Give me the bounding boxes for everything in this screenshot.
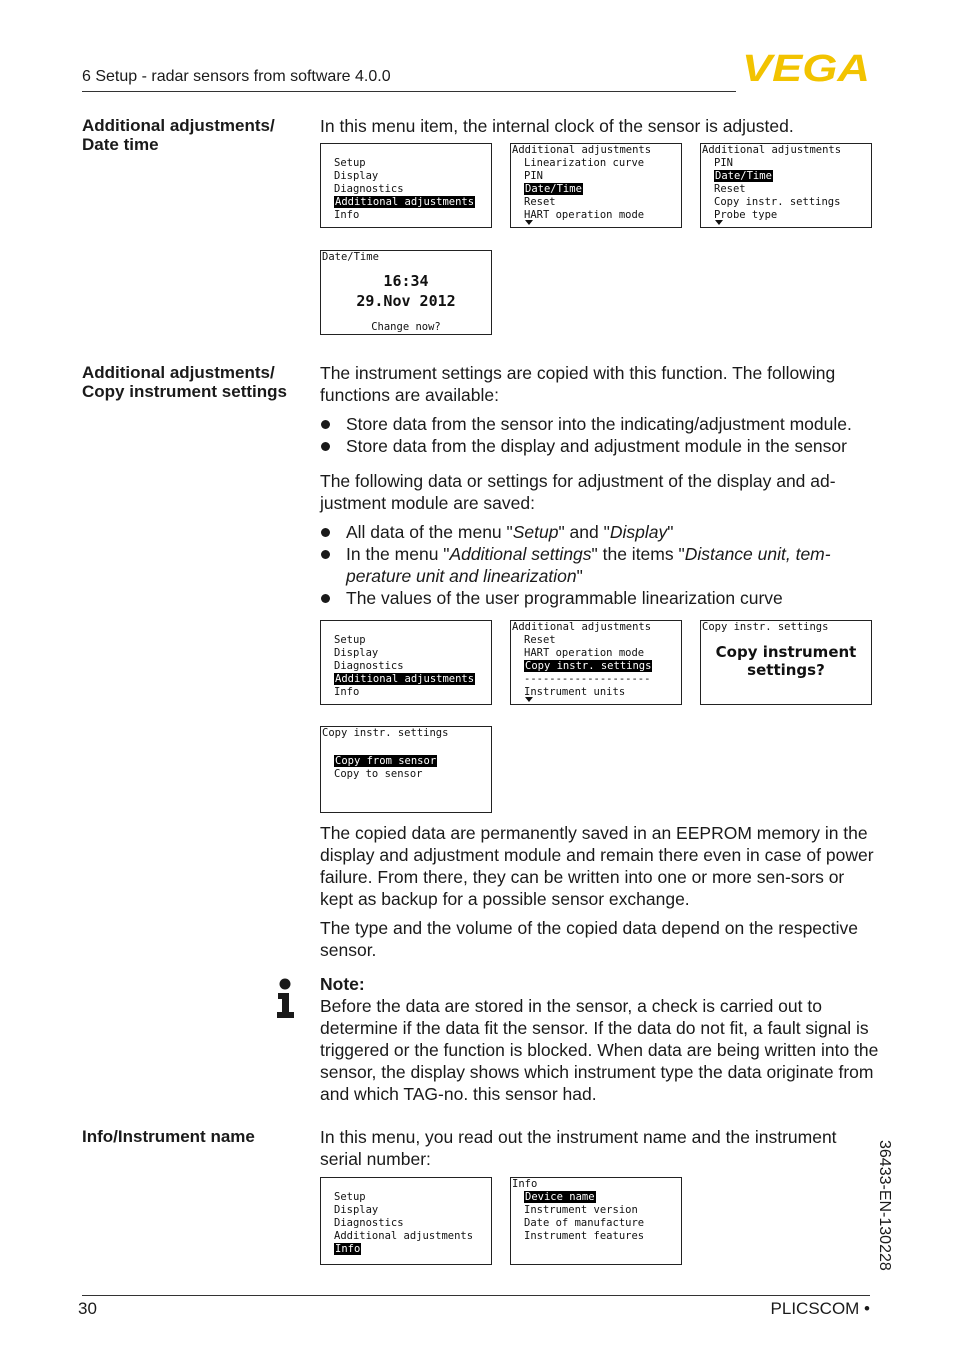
lcd-main-menu-2 [320,620,492,705]
lcd-info-menu [510,1177,682,1265]
lcd-item: Setup [334,634,366,646]
lcd-item: PIN [524,170,543,182]
note-text: Before the data are stored in the sensor, a check is carried out to determine if the data fit the sensor. If the data do not fit, a fault signal is triggered or the function is blocked. When data are being written into the sensor, the display shows which instrument type the data originate from and which TAG-no. this sensor had. [320,996,879,1104]
footer-rule [82,1295,870,1296]
scroll-down-arrow-icon [525,220,533,225]
lcd-title: Info [512,1178,538,1190]
lcd-item-selected: Additional adjustments [335,196,475,208]
date-time-intro: In this menu item, the internal clock of the sensor is adjusted. [320,116,794,136]
running-header: 6 Setup - radar sensors from software 4.0.0 [82,68,391,85]
lcd-item: Info [334,686,360,698]
list-item: The values of the user programmable linearization curve [320,587,880,609]
copy-settings-text-2 [320,822,880,961]
lcd-item: Copy to sensor [334,768,423,780]
lcd-copy-confirm [700,620,872,705]
lcd-item: Reset [524,196,556,208]
lcd-item: Info [334,209,360,221]
lcd-item-selected: Additional adjustments [335,673,475,685]
lcd-separator: -------------------- [524,673,651,685]
note-title: Note: [320,974,365,994]
page-number: 30 [78,1299,97,1318]
lcd-item: Additional adjustments [334,1230,474,1242]
lcd-date: 29.Nov 2012 [356,292,456,310]
lcd-item: Setup [334,157,366,169]
lcd-item: Copy instr. settings [714,196,841,208]
saved-data-list [320,521,880,609]
saved-data-intro: The following data or settings for adjustment of the display and ad-justment module are saved: [320,471,836,513]
lcd-item: HART operation mode [524,647,645,659]
note-block [320,973,880,1105]
heading-info-name: Info/Instrument name [82,1127,255,1146]
list-item: All data of the menu "Setup" and "Display" [320,521,880,543]
lcd-additional-adjustments-3 [510,620,682,705]
lcd-item: Display [334,170,379,182]
lcd-title: Copy instr. settings [322,727,449,739]
scroll-down-arrow-icon [525,697,533,702]
lcd-title: Additional adjustments [512,144,652,156]
heading-copy-settings: Additional adjustments/ Copy instrument settings [82,363,287,401]
lcd-main-menu-1 [320,143,492,228]
lcd-item: Linearization curve [524,157,645,169]
heading-date-time: Additional adjustments/ Date time [82,116,275,154]
lcd-confirm-line-2: settings? [747,661,825,679]
lcd-item: PIN [714,157,733,169]
list-item: Store data from the sensor into the indicating/adjustment module. [320,413,880,435]
lcd-item-selected: Date/Time [715,170,772,182]
lcd-item: HART operation mode [524,209,645,221]
function-list [320,413,880,457]
list-item: Store data from the display and adjustment module in the sensor [320,435,880,457]
lcd-title: Copy instr. settings [702,621,829,633]
lcd-item: Display [334,1204,379,1216]
lcd-item-selected: Device name [525,1191,595,1203]
lcd-title: Additional adjustments [512,621,652,633]
lcd-item: Date of manufacture [524,1217,645,1229]
logo-text: VEGA [742,52,870,84]
lcd-item: Instrument version [524,1204,638,1216]
lcd-item-selected: Date/Time [525,183,582,195]
lcd-item-selected: Info [335,1243,361,1255]
lcd-item: Diagnostics [334,183,404,195]
lcd-item: Reset [714,183,746,195]
info-note-icon [276,978,296,1025]
lcd-item: Diagnostics [334,660,404,672]
lcd-time: 16:34 [383,272,429,290]
lcd-item: Instrument units [524,686,626,698]
lcd-title: Date/Time [322,251,379,263]
data-volume-paragraph: The type and the volume of the copied data depend on the respective sensor. [320,918,859,960]
lcd-item-selected: Copy from sensor [335,755,437,767]
lcd-additional-adjustments-1 [510,143,682,228]
vega-logo-graphic [742,52,872,84]
lcd-item: Diagnostics [334,1217,404,1229]
scroll-down-arrow-icon [715,220,723,225]
lcd-confirm-line-1: Copy instrument [715,643,857,661]
document-code: 36433-EN-130228 [876,1140,893,1271]
lcd-item: Display [334,647,379,659]
lcd-date-time [320,250,492,335]
eeprom-paragraph: The copied data are permanently saved in an EEPROM memory in the display and adjustment module and remain there even in case of power failure. From there, they can be written into one or more sen-sors or kept as backup for a possible sensor exchange. [320,823,874,909]
vega-logo [742,52,872,89]
lcd-main-menu-3 [320,1177,492,1265]
list-item: In the menu "Additional settings" the items "Distance unit, tem-perature unit and linearization" [320,543,880,587]
document-title: PLICSCOM • [770,1299,870,1318]
lcd-prompt: Change now? [371,321,441,333]
copy-intro: The instrument settings are copied with this function. The following functions are available: [320,363,836,405]
info-intro: In this menu, you read out the instrument name and the instrument serial number: [320,1127,837,1169]
lcd-copy-menu [320,726,492,813]
lcd-item: Reset [524,634,556,646]
copy-settings-text-1 [320,362,880,609]
lcd-additional-adjustments-2 [700,143,872,228]
lcd-title: Additional adjustments [702,144,842,156]
header-rule [82,91,736,92]
lcd-item: Setup [334,1191,366,1203]
lcd-item-selected: Copy instr. settings [525,660,652,672]
lcd-item: Instrument features [524,1230,645,1242]
lcd-item: Probe type [714,209,778,221]
